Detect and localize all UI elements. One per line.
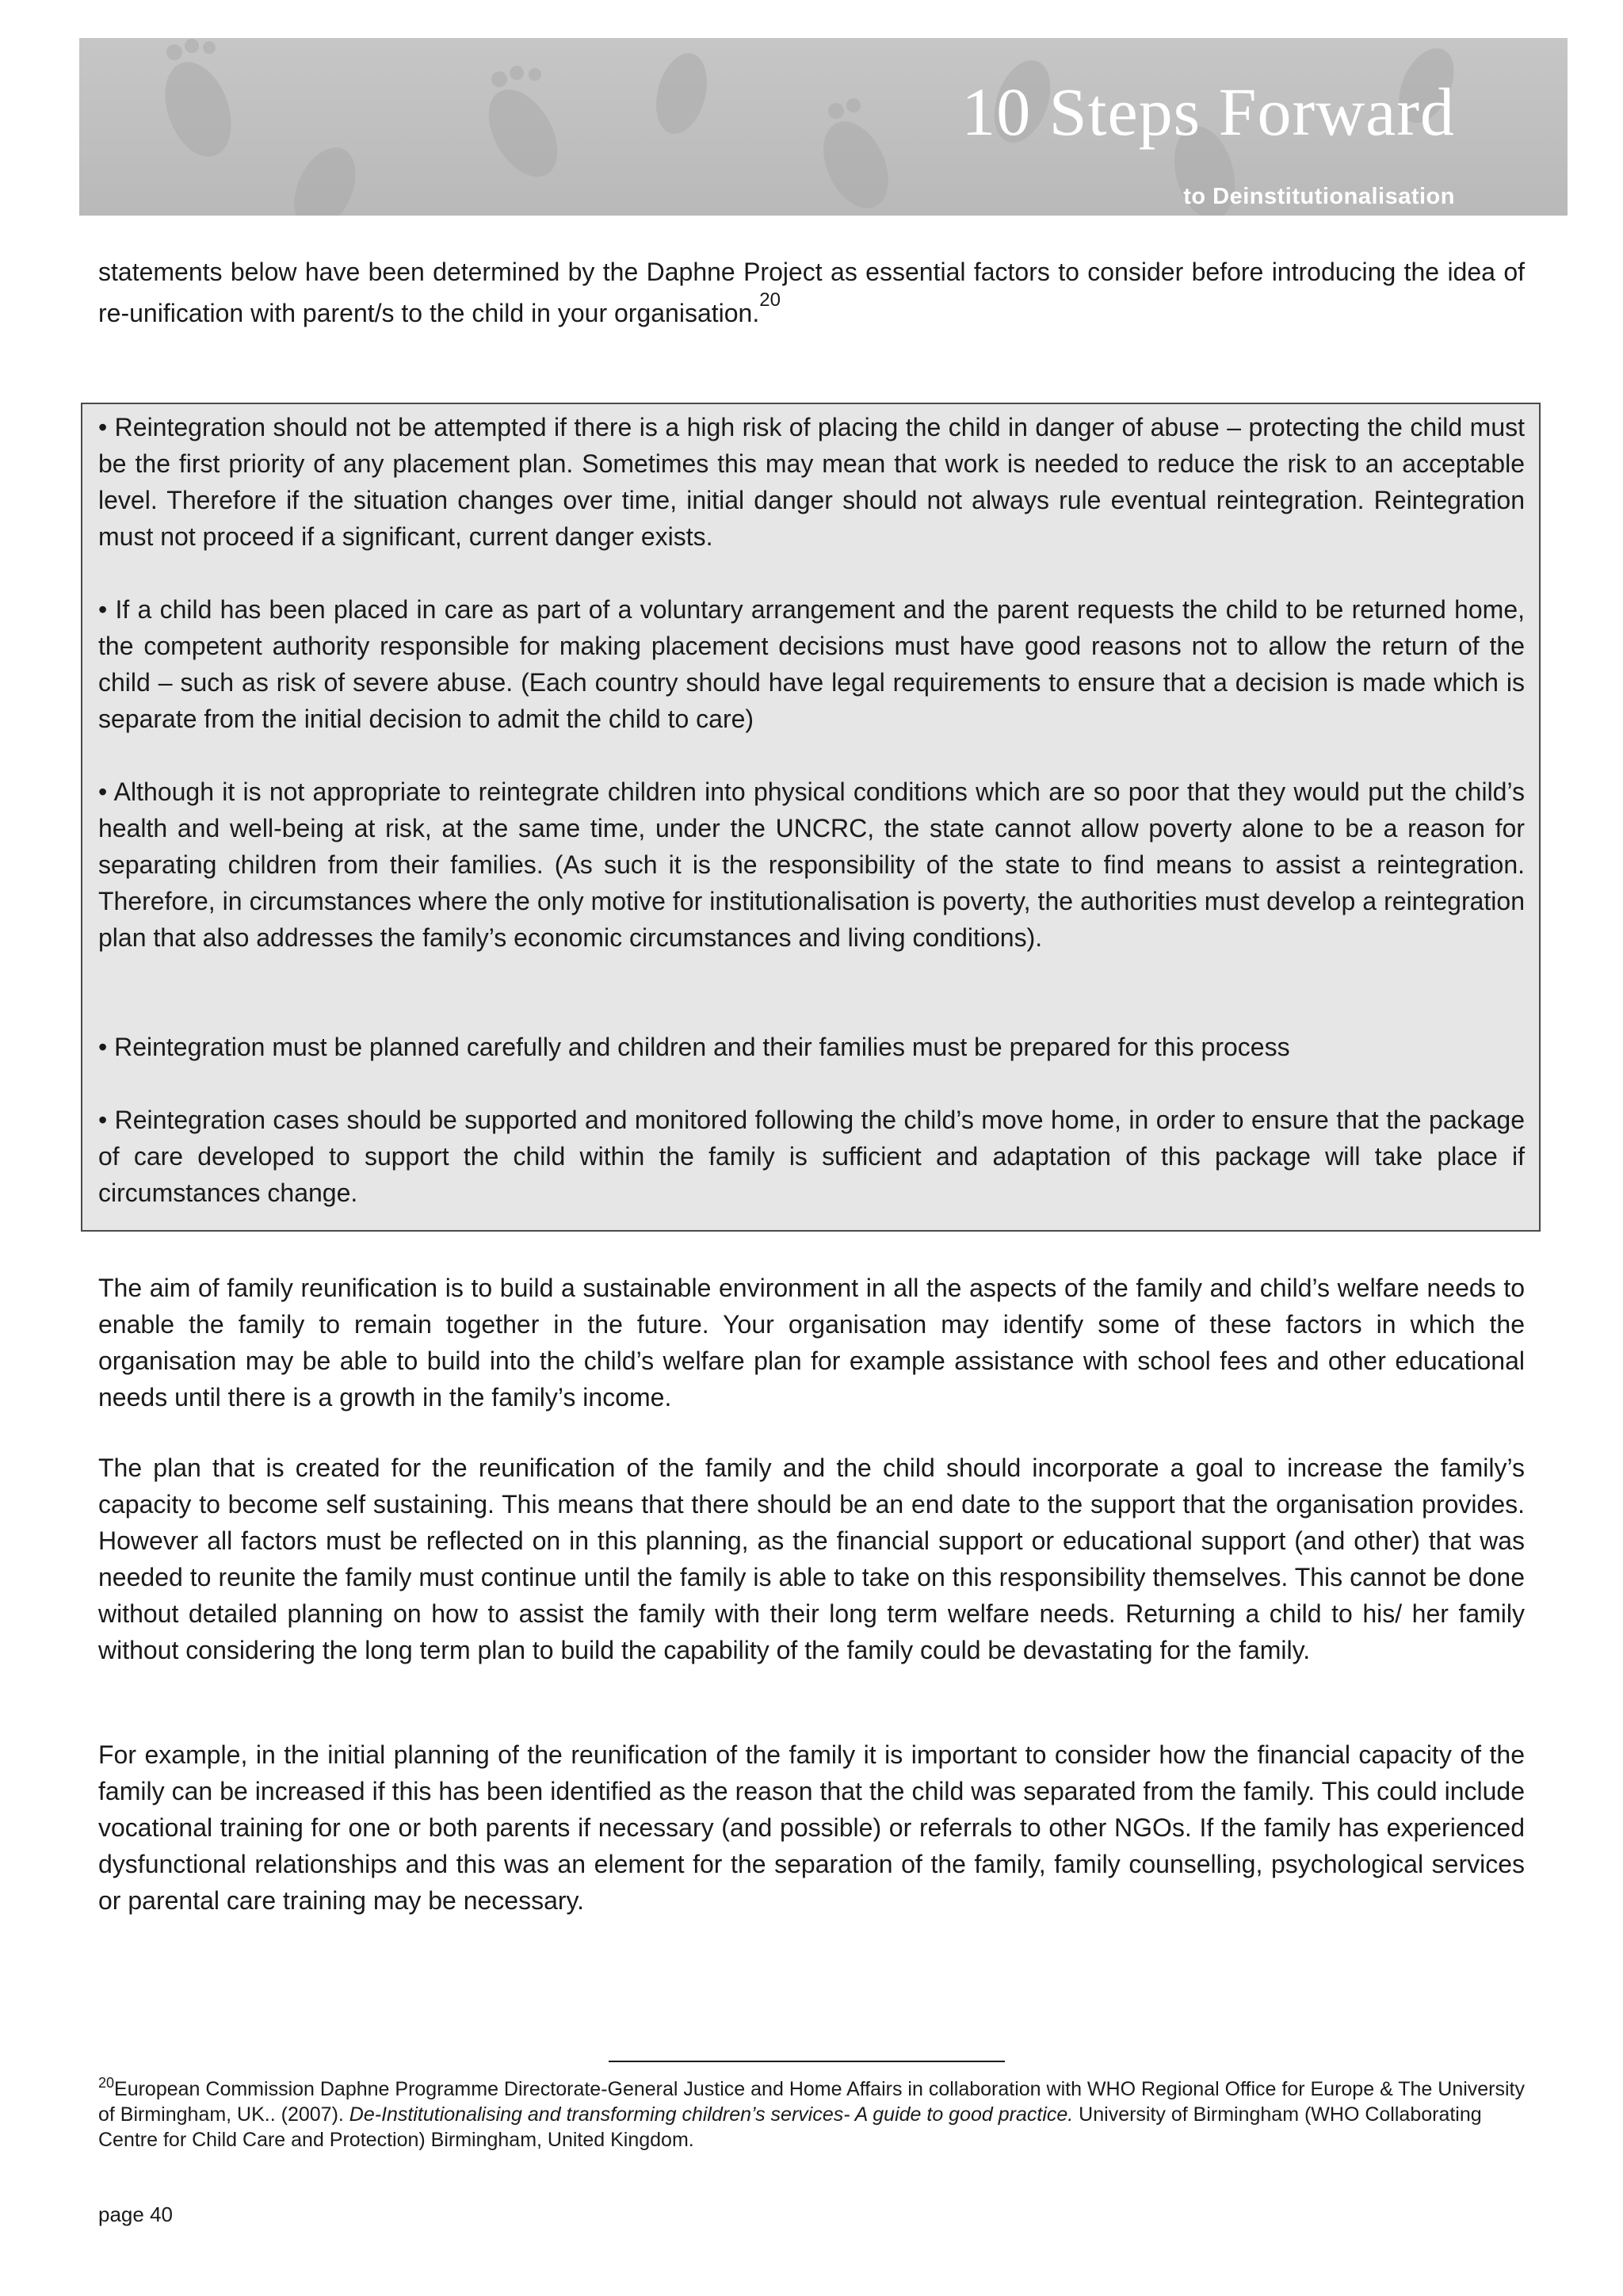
- callout-item: • Although it is not appropriate to reintegrate children into physical conditions which are so poor that they would put the child’s health and well-being at risk, at the same time, under the UNCRC, the state cannot allow poverty alone to be a reason for separating children from their families. (As such it is the responsibility of the state to find means to assist a reintegration. Therefore, in circumstances where the only motive for institutionalisation is poverty, the authorities must develop a reintegration plan that also addresses the family’s economic circumstances and living conditions).: [98, 777, 1525, 952]
- footnote-separator: [609, 2061, 1005, 2062]
- footnote: [98, 2076, 1525, 2153]
- footnote-number: 20: [98, 2075, 115, 2091]
- intro-text: statements below have been determined by the Daphne Project as essential factors to consider before introducing the idea of re-unification with parent/s to the child in your organisation.: [98, 258, 1525, 327]
- body-paragraph: For example, in the initial planning of the reunification of the family it is important to consider how the financial capacity of the family can be increased if this has been identified as the reason that the child was separated from the family. This could include vocational training for one or both parents if necessary (and possible) or referrals to other NGOs. If the family has experienced dysfunctional relationships and this was an element for the separation of the family, family counselling, psychological services or parental care training may be necessary.: [98, 1740, 1525, 1915]
- reintegration-callout-box: [81, 403, 1541, 1232]
- footnote-text-before: European Commission Daphne Programme Directorate-General Justice and Home Affairs in collaboration with WHO Regional Office for Europe & The University of Birmingham, UK.. (2007).: [98, 2078, 1525, 2126]
- header-subtitle: to Deinstitutionalisation: [1183, 184, 1455, 209]
- footnote-reference[interactable]: 20: [759, 289, 781, 311]
- callout-item: • Reintegration cases should be supported and monitored following the child’s move home, in order to ensure that the package of care developed to support the child within the family is sufficient and adaptation of this package will take place if circumstances change.: [98, 1106, 1525, 1207]
- footnote-citation-title: De-Institutionalising and transforming children’s services- A guide to good practice.: [349, 2103, 1074, 2126]
- body-paragraph: The aim of family reunification is to build a sustainable environment in all the aspects of the family and child’s welfare needs to enable the family to remain together in the future. Your organisation may identify some of these factors in which the organisation may be able to build into the child’s welfare plan for example assistance with school fees and other educational needs until there is a growth in the family’s income.: [98, 1274, 1525, 1412]
- page-number: page 40: [98, 2202, 173, 2226]
- footnote-text-after: University of Birmingham (WHO Collaborating Centre for Child Care and Protection) Birmingham, United Kingdom.: [98, 2103, 1482, 2151]
- body-paragraph: The plan that is created for the reunification of the family and the child should incorporate a goal to increase the family’s capacity to become self sustaining. This means that there should be an end date to the support that the organisation provides. However all factors must be reflected on in this planning, as the financial support or educational support (and other) that was needed to reunite the family must continue until the family is able to take on this responsibility themselves. This cannot be done without detailed planning on how to assist the family with their long term welfare needs. Returning a child to his/ her family without considering the long term plan to build the capability of the family could be devastating for the family.: [98, 1454, 1525, 1664]
- callout-item: • If a child has been placed in care as part of a voluntary arrangement and the parent requests the child to be returned home, the competent authority responsible for making placement decisions must have good reasons not to allow the return of the child – such as risk of severe abuse. (Each country should have legal requirements to ensure that a decision is made which is separate from the initial decision to admit the child to care): [98, 595, 1525, 733]
- header-title: 10 Steps Forward: [961, 74, 1455, 150]
- callout-item: • Reintegration should not be attempted if there is a high risk of placing the child in danger of abuse – protecting the child must be the first priority of any placement plan. Sometimes this may mean that work is needed to reduce the risk to an acceptable level. Therefore if the situation changes over time, initial danger should not always rule eventual reintegration. Reintegration must not proceed if a significant, current danger exists.: [98, 413, 1525, 551]
- header-banner: [79, 38, 1568, 216]
- callout-item: • Reintegration must be planned carefully and children and their families must be prepared for this process: [98, 1033, 1290, 1061]
- intro-paragraph: [98, 251, 1525, 334]
